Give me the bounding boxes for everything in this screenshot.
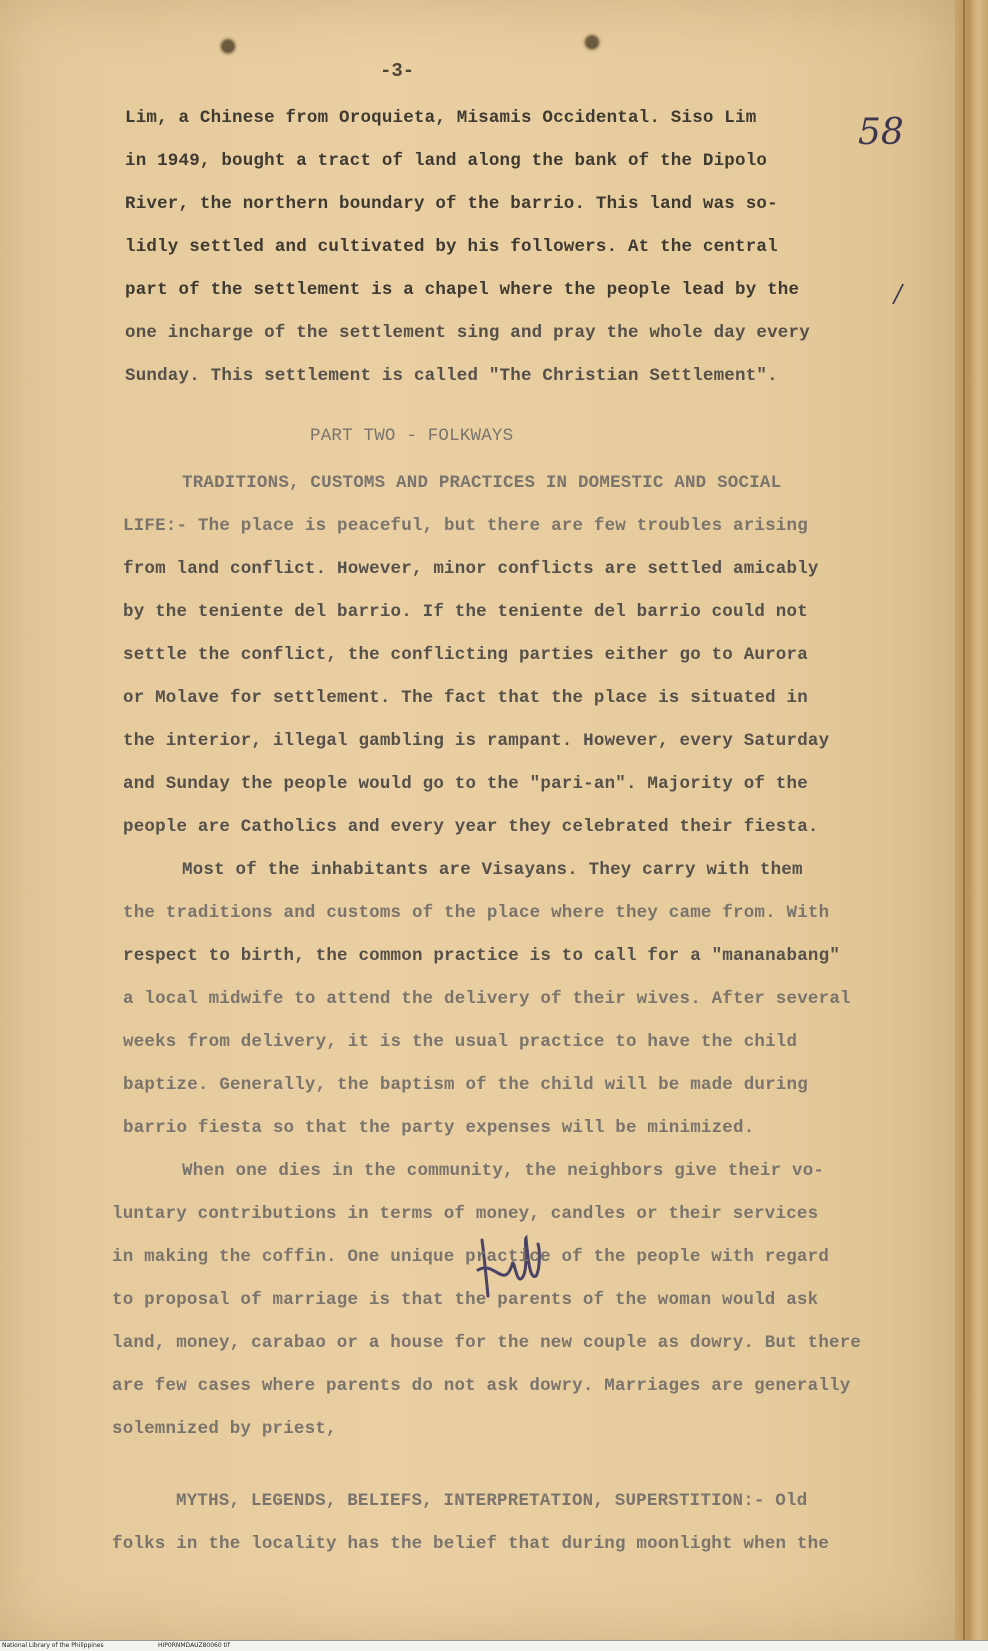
text-line: solemnized by priest,	[112, 1419, 337, 1439]
text-line: luntary contributions in terms of money, candles or their services	[112, 1204, 819, 1224]
text-line: part of the settlement is a chapel where the people lead by the	[125, 280, 800, 300]
text-line: a local midwife to attend the delivery of their wives. After several	[123, 989, 851, 1009]
text-line: in 1949, bought a tract of land along the bank of the Dipolo	[125, 151, 768, 171]
text-line: baptize. Generally, the baptism of the child will be made during	[123, 1075, 808, 1095]
text-line: Most of the inhabitants are Visayans. They carry with them	[182, 860, 803, 880]
text-line: in making the coffin. One unique practice of the people with regard	[112, 1247, 830, 1267]
subsection-heading: MYTHS, LEGENDS, BELIEFS, INTERPRETATION, SUPERSTITION:- Old	[176, 1491, 808, 1511]
page-stack-edge	[955, 0, 988, 1640]
section-heading: PART TWO - FOLKWAYS	[310, 426, 514, 446]
text-line: When one dies in the community, the neighbors give their vo-	[182, 1161, 825, 1181]
page-number: -3-	[380, 60, 415, 82]
text-line: lidly settled and cultivated by his followers. At the central	[125, 237, 778, 257]
text-line: by the teniente del barrio. If the teniente del barrio could not	[123, 602, 808, 622]
subsection-heading: TRADITIONS, CUSTOMS AND PRACTICES IN DOMESTIC AND SOCIAL	[182, 473, 782, 493]
text-line: one incharge of the settlement sing and pray the whole day every	[125, 323, 810, 343]
text-line: weeks from delivery, it is the usual practice to have the child	[123, 1032, 798, 1052]
handwritten-folio-number: 58	[858, 112, 904, 153]
text-line: folks in the locality has the belief that during moonlight when the	[112, 1534, 830, 1554]
footer-file-id: HIP0RNMDAUZ80060 tif	[158, 1642, 230, 1649]
text-line: the interior, illegal gambling is rampant. However, every Saturday	[123, 731, 830, 751]
text-line: are few cases where parents do not ask dowry. Marriages are generally	[112, 1376, 851, 1396]
text-line: people are Catholics and every year they celebrated their fiesta.	[123, 817, 819, 837]
text-line: from land conflict. However, minor conflicts are settled amicably	[123, 559, 819, 579]
scan-footer	[0, 1640, 988, 1651]
text-line: Sunday. This settlement is called "The Christian Settlement".	[125, 366, 778, 386]
text-line: and Sunday the people would go to the "pari-an". Majority of the	[123, 774, 808, 794]
footer-library-label: National Library of the Philippines	[2, 1642, 104, 1649]
text-line: or Molave for settlement. The fact that the place is situated in	[123, 688, 808, 708]
punch-hole-right	[581, 28, 603, 54]
text-line: barrio fiesta so that the party expenses will be minimized.	[123, 1118, 755, 1138]
text-line: River, the northern boundary of the barrio. This land was so-	[125, 194, 778, 214]
punch-hole-left	[217, 32, 239, 58]
text-line: LIFE:- The place is peaceful, but there are few troubles arising	[123, 516, 808, 536]
text-line: land, money, carabao or a house for the new couple as dowry. But there	[112, 1333, 862, 1353]
text-line: to proposal of marriage is that the parents of the woman would ask	[112, 1290, 819, 1310]
text-line: Lim, a Chinese from Oroquieta, Misamis Occidental. Siso Lim	[125, 108, 757, 128]
text-line: the traditions and customs of the place where they came from. With	[123, 903, 830, 923]
text-line: settle the conflict, the conflicting parties either go to Aurora	[123, 645, 808, 665]
text-line: respect to birth, the common practice is to call for a "mananabang"	[123, 946, 841, 966]
handwritten-tick-mark: /	[894, 280, 903, 308]
